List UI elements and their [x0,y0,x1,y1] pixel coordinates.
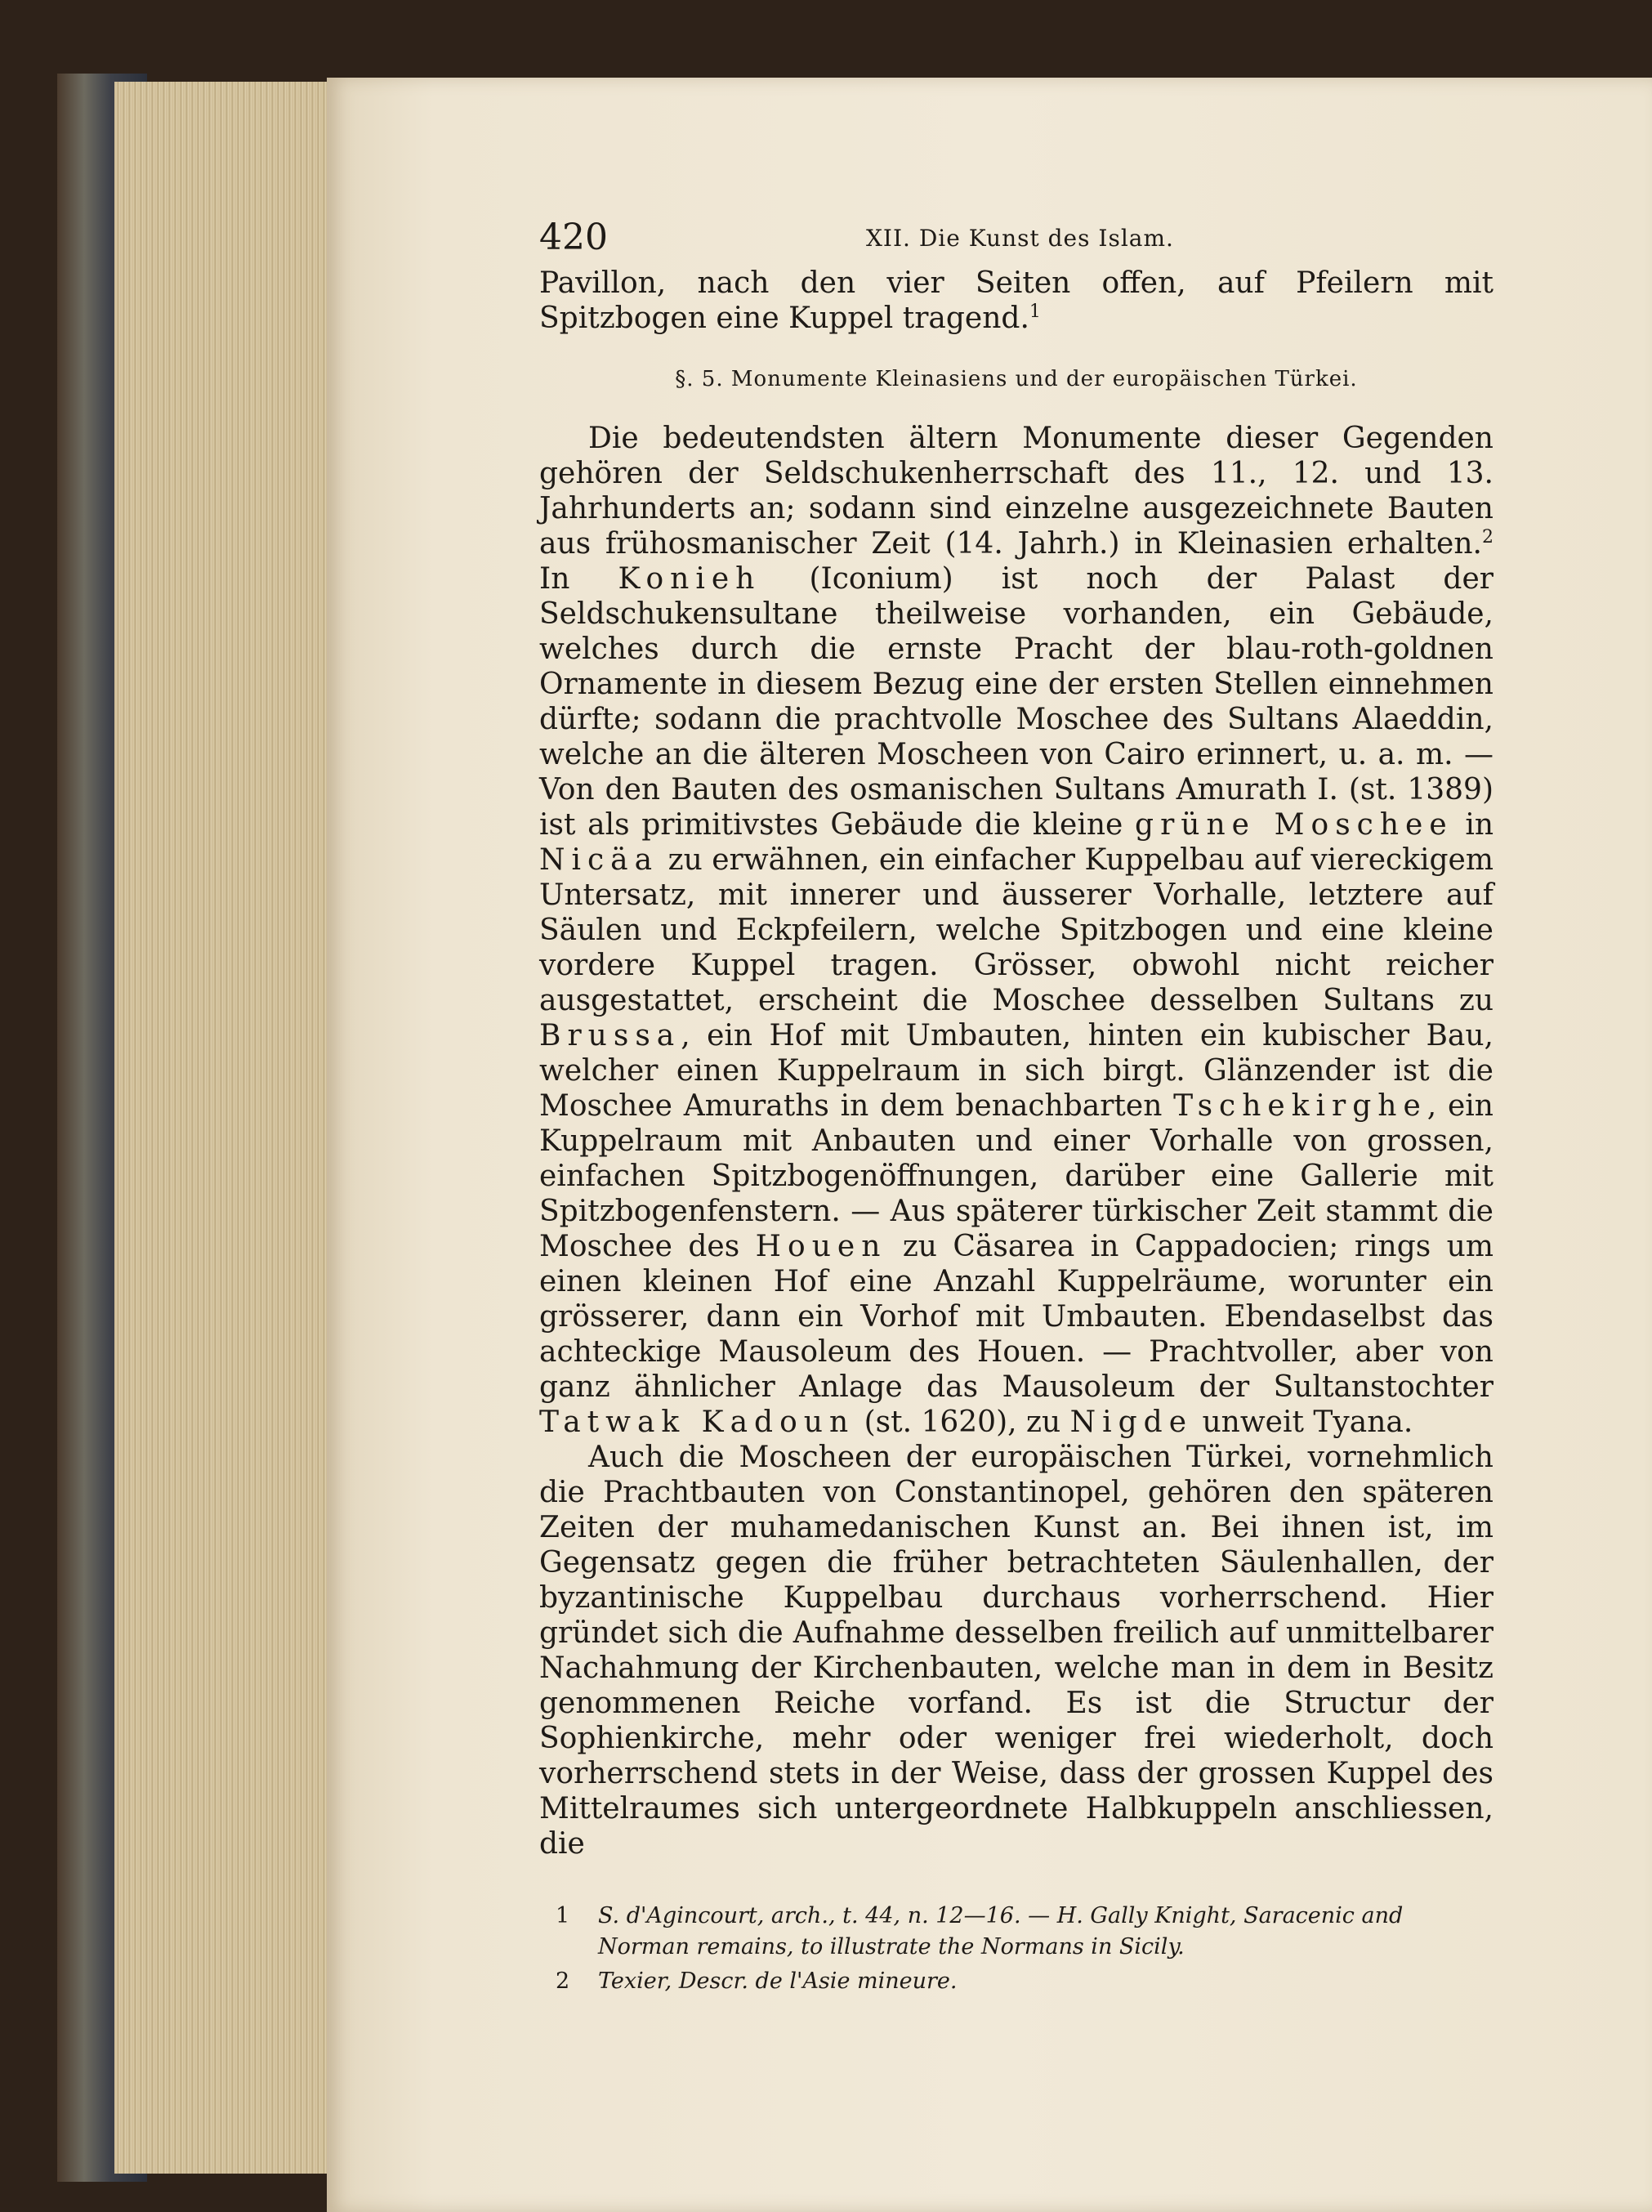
page-number: 420 [539,217,608,258]
footnote-2-text: Texier, Descr. de l'Asie mineure. [598,1968,958,1994]
footnote-2 [539,1966,1493,1997]
p1-text-a: Die bedeutendsten ältern Monumente dieser Gegenden gehören der Seldschukenherrschaft des 11., 12. und 13. Jahrhunderts an; sodann sind einzelne ausgezeichnete Bauten aus frühosmanischer Zeit (14. Jahrh.) in Kleinasien erhalten. [539,422,1493,561]
footnote-2-number: 2 [556,1968,570,1994]
p1-text-e: zu erwähnen, ein einfacher Kuppelbau auf viereckigem Untersatz, mit innerer und äusserer Vorhalle, letztere auf Säulen und Eckpfeilern, welche Spitzbogen und eine kleine vordere Kuppel tragen. Grösser, obwohl nicht reicher ausgestattet, erscheint die Moschee desselben Sultans zu [539,843,1493,1017]
page-edges [114,82,335,2174]
place-brussa: Brussa [539,1019,681,1052]
footnote-1-number: 1 [556,1903,570,1928]
page-content [539,217,1493,2000]
book-page [327,78,1652,2212]
paragraph-2: Auch die Moscheen der europäischen Türkei, vornehmlich die Prachtbauten von Constantinopel, gehören den späteren Zeiten der muhamedanischen Kunst an. Bei ihnen ist, im Gegensatz gegen die früher betrachteten Säulenhallen, der byzantinische Kuppelbau durchaus vorherrschend. Hier gründet sich die Aufnahme desselben freilich auf unmittelbarer Nachahmung der Kirchenbauten, welche man in dem in Besitz genommenen Reiche vorfand. Es ist die Structur der Sophienkirche, mehr oder weniger frei wiederholt, doch vorherrschend stets in der Weise, dass der grossen Kuppel des Mittelraumes sich untergeordnete Halbkuppeln anschliessen, die [539,1441,1493,1861]
name-houen: Houen [755,1230,887,1263]
footnote-ref-1: 1 [1029,302,1041,322]
running-title: XII. Die Kunst des Islam. [866,225,1174,252]
name-tatwak-kadoun: Tatwak Kadoun [539,1405,855,1439]
footnotes [539,1901,1493,1997]
paragraph-continued-text: Pavillon, nach den vier Seiten offen, auf Pfeilern mit Spitzbogen eine Kuppel tragend. [539,266,1493,335]
p1-text-d: in [1465,808,1494,842]
gruene-moschee: grüne Moschee [1135,808,1453,842]
section-heading: §. 5. Monumente Kleinasiens und der europäischen Türkei. [675,367,1358,391]
p1-text-c: (Iconium) ist noch der Palast der Seldschukensultane theilweise vorhanden, ein Gebäude, welches durch die ernste Pracht der blau-roth-goldnen Ornamente in diesem Bezug eine der ersten Stellen einnehmen dürfte; sodann die prachtvolle Moschee des Sultans Alaeddin, welche an die älteren Moscheen von Cairo erinnert, u. a. m. — Von den Bauten des osmanischen Sultans Amurath I. (st. 1389) ist als primitivstes Gebäude die kleine [539,562,1493,842]
footnote-1-text: S. d'Agincourt, arch., t. 44, n. 12—16. — H. Gally Knight, Saracenic and Norman remains, to illustrate the Normans in Sicily. [598,1903,1404,1960]
p1-text-g: , ein Kuppelraum mit Anbauten und einer Vorhalle von grossen, einfachen Spitzbogenöffnungen, darüber eine Gallerie mit Spitzbogenfenstern. — Aus späterer türkischer Zeit stammt die Moschee des [539,1089,1493,1263]
footnote-ref-2: 2 [1482,527,1493,547]
place-nigde: Nigde [1069,1405,1194,1439]
p1-text-j: unweit Tyana. [1202,1405,1413,1439]
running-head [539,217,1493,266]
p1-text-f: , ein Hof mit Umbauten, hinten ein kubischer Bau, welcher einen Kuppelraum in sich birgt. Glänzender ist die Moschee Amuraths in dem benachbarten [539,1019,1493,1123]
paragraph-1 [539,421,1493,1440]
p1-text-h: zu Cäsarea in Cappadocien; rings um einen kleinen Hof eine Anzahl Kuppelräume, worunter ein grösserer, dann ein Vorhof mit Umbauten. Ebendaselbst das achteckige Mausoleum des Houen. — Prachtvoller, aber von ganz ähnlicher Anlage das Mausoleum der Sultanstochter [539,1230,1493,1404]
place-nicaea: Nicäa [539,843,659,877]
paragraph-continued [539,266,1493,336]
p1-text-b: In [539,562,570,596]
p1-text-i: (st. 1620), zu [864,1405,1061,1439]
place-konieh: Konieh [618,562,761,596]
place-tschekirghe: Tschekirghe [1173,1089,1427,1123]
footnote-1 [539,1901,1493,1963]
